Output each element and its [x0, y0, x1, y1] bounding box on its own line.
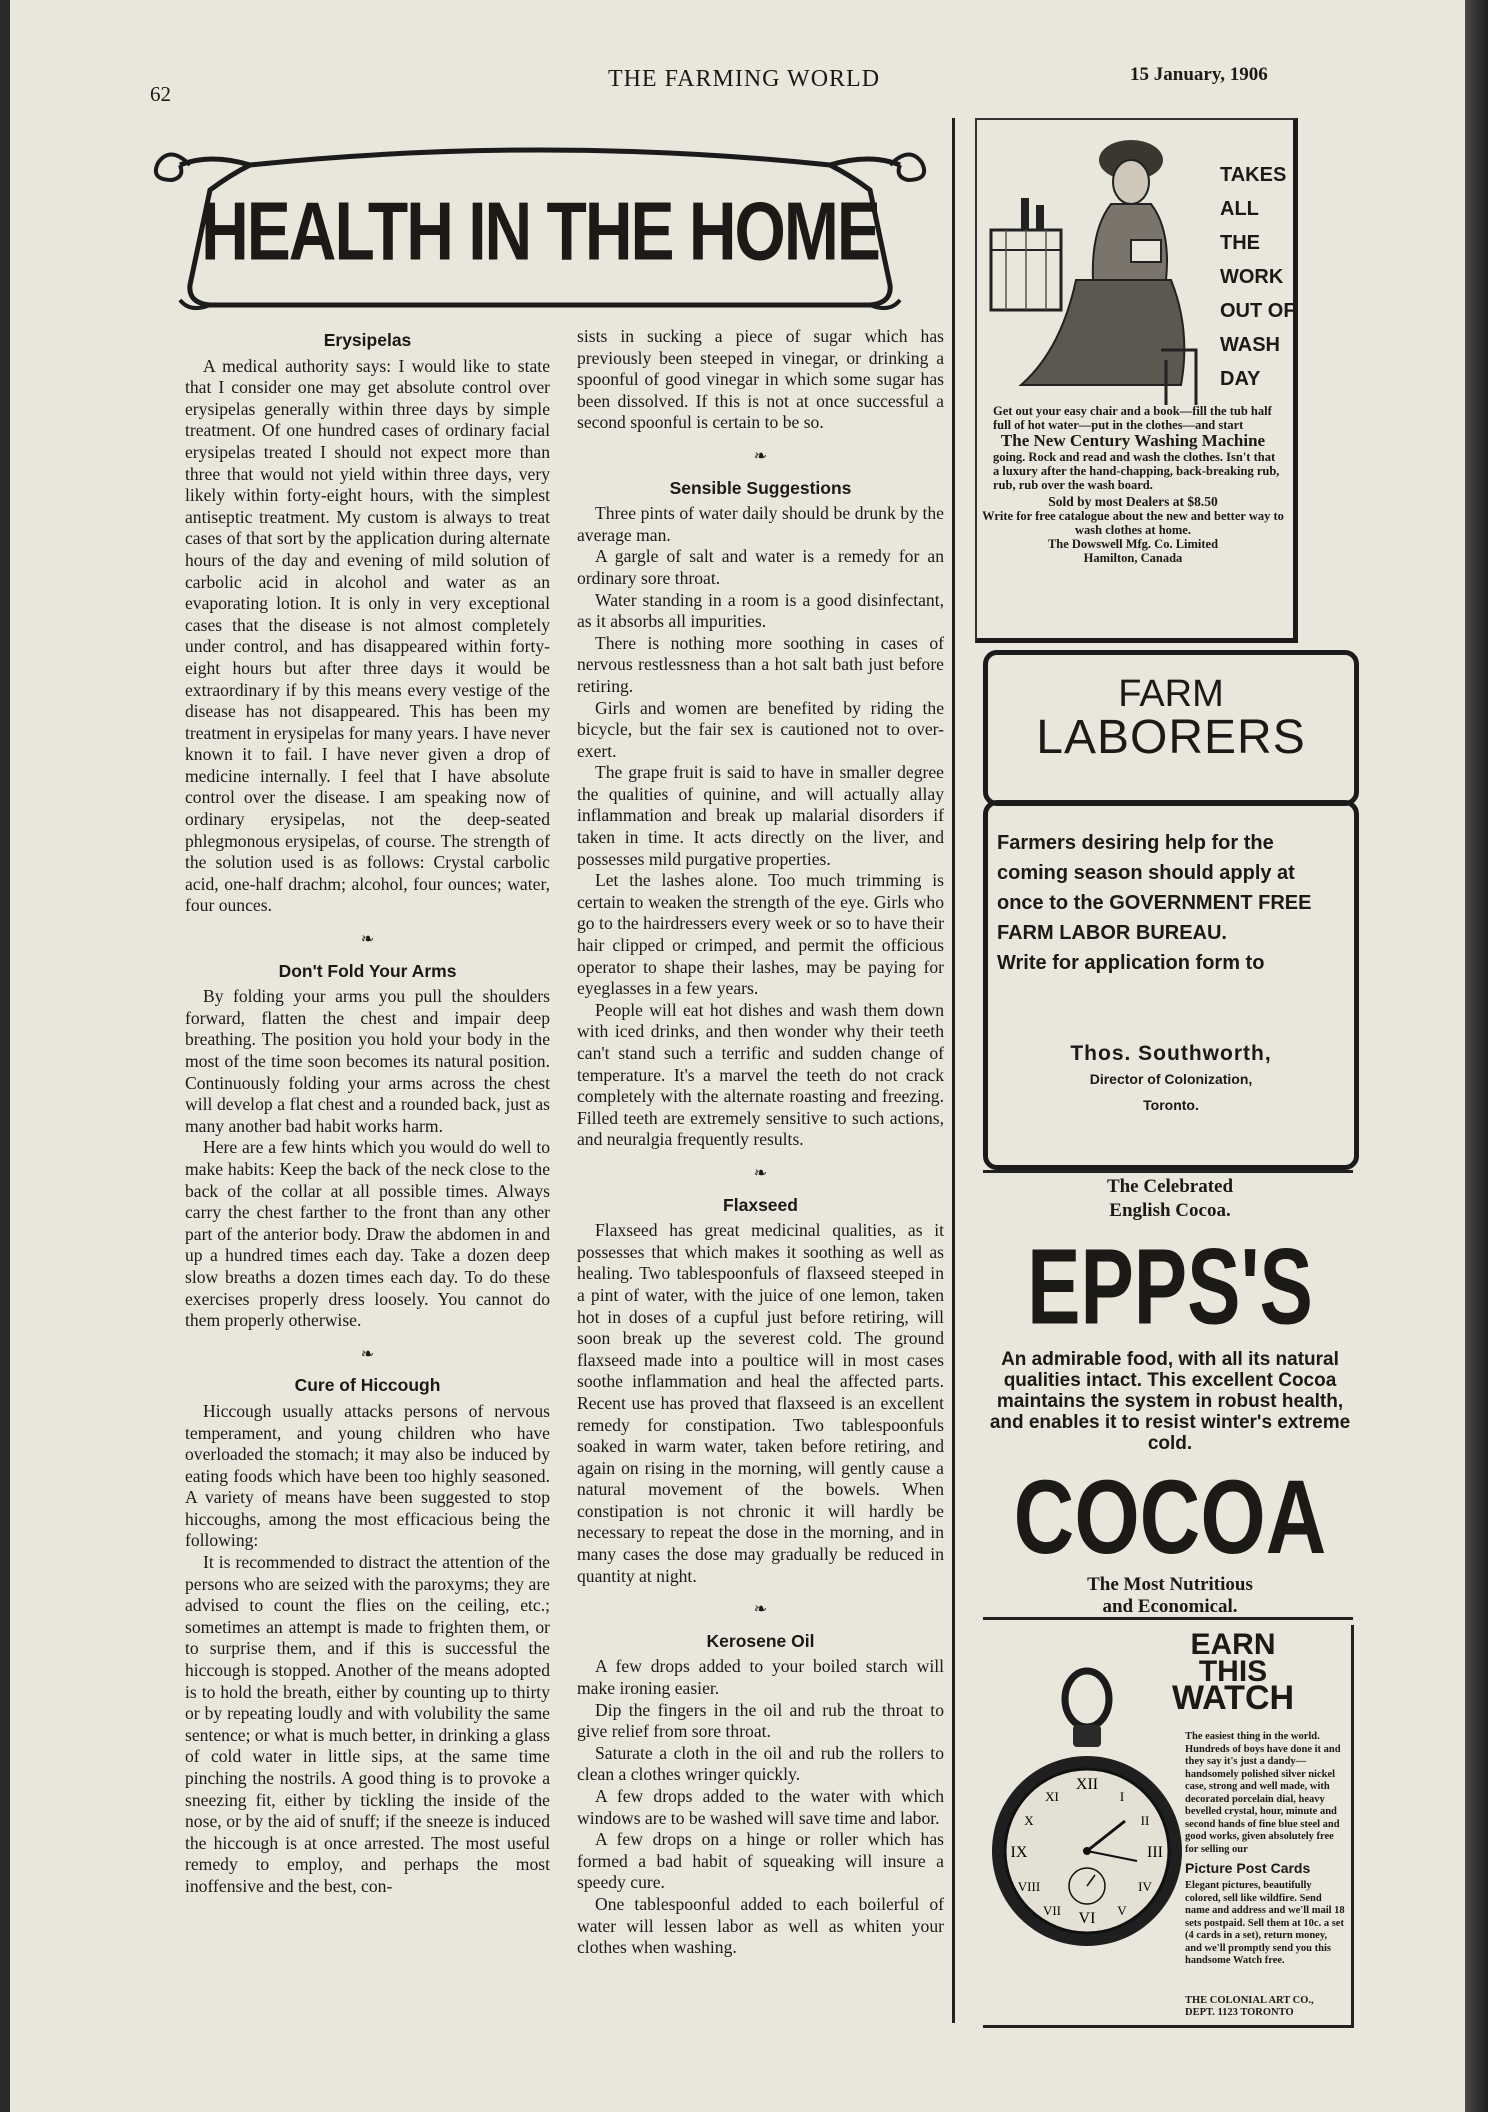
svg-text:VI: VI: [1078, 1910, 1096, 1927]
suggestion-text: There is nothing more soothing in cases of nervous restlessness than a hot salt bath just before retiring.: [577, 632, 944, 696]
woman-reading-illustration: [981, 120, 1221, 410]
kicker-line: The Celebrated: [1106, 1176, 1234, 1197]
headline-line: WATCH: [1171, 1679, 1295, 1717]
product-name: Picture Post Cards: [1185, 1860, 1311, 1876]
ad-divider: [983, 1617, 1353, 1620]
heading-erysipelas: Erysipelas: [323, 330, 412, 350]
watch-ad: [983, 1625, 1358, 2045]
epps-cocoa-ad: [980, 1175, 1360, 1615]
maker-name: The Dowswell Mfg. Co. Limited: [1047, 537, 1219, 551]
page-number: 62: [150, 82, 171, 106]
signature-role: Director of Colonization,: [1089, 1071, 1253, 1087]
ad-body: [997, 828, 1347, 978]
ad-line: going. Rock and read and wash the clothes. Isn't that a luxury after the hand-chapping, back-breaking rub, rub, rub over the wash board.: [993, 450, 1280, 492]
ad-signature: [983, 1042, 1359, 1118]
kicker-line: English Cocoa.: [1109, 1200, 1231, 1221]
slogan-line: WASH: [1220, 334, 1280, 356]
section-divider-icon: ❧: [360, 1345, 375, 1363]
suggestion-text: A gargle of salt and water is a remedy for an ordinary sore throat.: [577, 546, 944, 588]
section-divider-icon: ❧: [753, 1601, 768, 1619]
ad-title: [983, 672, 1359, 764]
hiccough-text-1: Hiccough usually attacks persons of nervous temperament, and young children who have overloaded the stomach; it may also be induced by eating foods which have been too highly seasoned. A variety of means have been suggested to stop hiccoughs, among the most efficacious being the following:: [185, 1400, 550, 1551]
slogan-line: OUT OF: [1220, 300, 1296, 322]
kerosene-text: A few drops added to the water with which windows are to be washed will save time and labor.: [577, 1786, 944, 1828]
ad-body-text: The easiest thing in the world. Hundreds of boys have done it and they say it's just a dandy—handsomely polished silver nickel case, strong and well made, with decorated porcelain dial, heavy bevelled crystal, hour, minute and second hands of fine blue steel and good works, given absolutely free for selling our: [1185, 1731, 1341, 1855]
erysipelas-text: A medical authority says: I would like to state that I consider one may get absolute control over erysipelas generally within three days by simple treatment. Of one hundred cases of ordinary facial erysipelas treated I should not expect more than three that would not yield within three days, very likely within forty-eight hours, with the simplest antiseptic treatment. My custom is always to treat cases of that sort by the application during alternate hours of the day and evening of mild solution of carbolic acid in alcohol and water as an evaporating lotion. It is only in very exceptional cases that the disease is not almost completely under control, and has disappeared within forty-eight hours but after three days it would be extraordinary if by this means every vestige of the disease has not disappeared. This has been my treatment in erysipelas for many years. I have never known it to fail. I have never given a drop of medicine internally. I feel that I have absolute control over the disease. I am speaking now of ordinary erysipelas, not the deep-seated phlegmonous erysipelas, of course. The strength of the solution used is as follows: Crystal carbolic acid, one-half drachm; alcohol, four ounces; water, four ounces.: [185, 355, 550, 916]
kerosene-text: A few drops added to your boiled starch will make ironing easier.: [577, 1656, 944, 1699]
ad-slogan: [1220, 158, 1300, 396]
headline-line: EARN: [1190, 1628, 1276, 1661]
product-name: COCOA: [1013, 1457, 1327, 1576]
ad-divider: [983, 1170, 1353, 1173]
heading-hiccough: Cure of Hiccough: [294, 1375, 441, 1396]
ad-body-text: Write for application form to: [997, 952, 1265, 974]
svg-text:IX: IX: [1010, 1844, 1028, 1861]
ad-body-text: Elegant pictures, beautifully colored, sell like wildfire. Send name and address and we'll mail 18 sets postpaid. Sell them at 10c. a set (4 cards in a set), return money, and we'll promptly send you this handsome Watch free.: [1185, 1880, 1345, 1966]
ad-line: Get out your easy chair and a book—fill the tub half full of hot water—put in the clothes—and start: [993, 404, 1272, 432]
signature-name: Thos. Southworth,: [1070, 1042, 1272, 1065]
ad-body-text: Farmers desiring help for the coming season should apply at once to the GOVERNMENT FREE FARM LABOR BUREAU.: [997, 832, 1312, 944]
company-address: DEPT. 1123 TORONTO: [1185, 2007, 1294, 2018]
section-divider-icon: ❧: [360, 931, 375, 949]
column-left: [185, 330, 550, 1898]
column-rule: [952, 118, 955, 2023]
svg-text:VII: VII: [1042, 1903, 1062, 1918]
farm-laborers-ad: [983, 650, 1353, 1170]
headline-line: THIS: [1198, 1655, 1268, 1688]
maker-city: Hamilton, Canada: [1083, 551, 1183, 565]
svg-text:X: X: [1024, 1813, 1034, 1828]
slogan-line: ALL: [1220, 198, 1259, 220]
section-title: HEALTH IN THE HOME: [201, 184, 879, 277]
section-divider-icon: ❧: [753, 1164, 768, 1182]
svg-text:III: III: [1147, 1844, 1163, 1861]
slogan-line: WORK: [1220, 266, 1284, 288]
suggestion-text: Three pints of water daily should be drunk by the average man.: [577, 503, 944, 545]
signature-city: Toronto.: [1143, 1097, 1199, 1113]
page-edge: [1465, 0, 1488, 2112]
svg-text:II: II: [1140, 1813, 1150, 1828]
ad-copy: [975, 404, 1291, 565]
heading-kerosene: Kerosene Oil: [706, 1630, 815, 1651]
suggestion-text: Girls and women are benefited by riding the bicycle, but the fair sex is cautioned not to over-exert.: [577, 697, 944, 761]
publication-title: THE FARMING WORLD: [607, 66, 881, 92]
price-line: Sold by most Dealers at $8.50: [1048, 494, 1218, 509]
suggestion-text: The grape fruit is said to have in smaller degree the qualities of quinine, and will actually allay inflammation and break up malarial disorders if taken in time. It acts directly on the liver, and possesses mild purgative properties.: [577, 762, 944, 869]
ad-body: An admirable food, with all its natural qualities intact. This excellent Cocoa maintains the system in robust health, and enables it to resist winter's extreme cold.: [989, 1349, 1351, 1454]
kerosene-text: One tablespoonful added to each boilerful of water will lessen labor as well as whiten your clothes when washing.: [577, 1893, 944, 1958]
heading-flaxseed: Flaxseed: [723, 1194, 798, 1215]
arms-text-2: Here are a few hints which you would do well to make habits: Keep the back of the neck close to the back of the collar at all possible times. Always carry the chest farther to the front than any other part of the anterior body. Draw the abdomen in and up a hundred times each day. Take a dozen deep slow breaths a dozen times each day. To do these exercises properly dress loosely. You cannot do them properly otherwise.: [185, 1137, 550, 1331]
svg-text:IV: IV: [1138, 1879, 1152, 1894]
tagline-line: The Most Nutritious: [1087, 1574, 1253, 1595]
svg-text:XI: XI: [1045, 1789, 1059, 1804]
hiccough-continued: sists in sucking a piece of sugar which has previously been steeped in vinegar, or drinking a spoonful of good vinegar in which some sugar has been dissolved. If this is not at once successful a second spoonful is certain to be so.: [577, 326, 944, 433]
title-line: FARM: [1118, 673, 1224, 715]
issue-date: 15 January, 1906: [1130, 64, 1268, 85]
column-middle: [577, 326, 944, 1959]
slogan-line: DAY: [1220, 368, 1261, 390]
title-line: LABORERS: [1036, 711, 1306, 764]
ad-body: [1185, 1731, 1345, 1968]
slogan-line: TAKES: [1220, 164, 1287, 186]
suggestion-text: Let the lashes alone. Too much trimming is certain to weaken the strength of the eye. Girls who go to the hairdressers every week or so to have their hair clipped or crimped, and permit the officious operator to shape their lashes, may be paying for eyeglasses in a few years.: [577, 870, 944, 999]
brand-name: EPPS'S: [1027, 1226, 1313, 1347]
ad-line: Write for free catalogue about the new and better way to wash clothes at home.: [982, 509, 1284, 537]
kerosene-text: A few drops on a hinge or roller which has formed a bad habit of squeaking will insure a speedy cure.: [577, 1829, 944, 1893]
suggestion-text: People will eat hot dishes and wash them down with iced drinks, and then wonder why their teeth can't stand such a terrific and sudden change of temperature. It's a marvel the teeth do not crack completely with the alternate roasting and freezing. Filled teeth are extremely sensitive to such actions, and neuralgia frequently results.: [577, 999, 944, 1150]
kerosene-text: Dip the fingers in the oil and rub the throat to give relief from sore throat.: [577, 1699, 944, 1742]
ad-footer: [1185, 1995, 1345, 2019]
suggestion-text: Water standing in a room is a good disinfectant, as it absorbs all impurities.: [577, 589, 944, 632]
svg-text:I: I: [1119, 1789, 1125, 1804]
heading-arms: Don't Fold Your Arms: [278, 960, 457, 981]
washing-machine-ad: [975, 118, 1315, 638]
slogan-line: THE: [1220, 232, 1260, 254]
svg-text:XII: XII: [1075, 1776, 1099, 1793]
arms-text-1: By folding your arms you pull the shoulders forward, flatten the chest and impair deep breathing. The position you hold your body in the most of the time soon becomes its natural position. Continuously folding your arms across the chest will develop a flat chest and a rounded back, just as many another bad habit works harm.: [185, 986, 550, 1136]
svg-text:V: V: [1117, 1903, 1127, 1918]
section-divider-icon: ❧: [753, 447, 768, 465]
kerosene-text: Saturate a cloth in the oil and rub the rollers to clean a clothes wringer quickly.: [577, 1742, 944, 1785]
ad-kicker: [980, 1175, 1360, 1223]
tagline-line: and Economical.: [1102, 1596, 1238, 1617]
pocket-watch-illustration: [987, 1661, 1187, 2021]
product-name: The New Century Washing Machine: [1000, 431, 1266, 450]
section-banner: [150, 135, 930, 315]
company-name: THE COLONIAL ART CO.,: [1185, 1995, 1314, 2006]
flaxseed-text: Flaxseed has great medicinal qualities, as it possesses that which makes it soothing as well as healing. Two tablespoonfuls of flaxseed steeped in a pint of water, with the juice of one lemon, taken hot in doses of a cupful just before retiring, will soon break up the severest cold. The ground flaxseed made into a poultice will in most cases soothe inflammation and heal the affected parts. Recent use has proved that flaxseed is an excellent remedy for constipation. Two tablespoonfuls soaked in warm water, taken before retiring, and again on rising in the morning, will gently cause a natural movement of the bowels. When constipation is not chronic it will hardly be necessary to repeat the dose in the morning, and in many cases the dose may gradually be reduced in quantity at night.: [577, 1220, 944, 1586]
hiccough-text-2: It is recommended to distract the attention of the persons who are seized with the paroxyms; they are advised to count the flies on the ceiling, etc.; sometimes an attempt is made to frighten them, or to surprise them, and if this is successful the hiccough is stopped. Another of the means adopted is to hold the breath, either by counting up to thirty or by repeating loudly and with volubility the same sentence; or what is much better, in drinking a glass of cold water in little sips, at the same time pinching the nostrils. A good thing is to provoke a sneezing fit, either by tickling the inside of the nose, or by the aid of snuff; if the sneeze is induced the hiccough is at once arrested. The most useful remedy to employ, and perhaps the most inoffensive and the best, con-: [185, 1552, 550, 1896]
svg-text:VIII: VIII: [1017, 1879, 1041, 1894]
heading-suggestions: Sensible Suggestions: [669, 477, 852, 498]
